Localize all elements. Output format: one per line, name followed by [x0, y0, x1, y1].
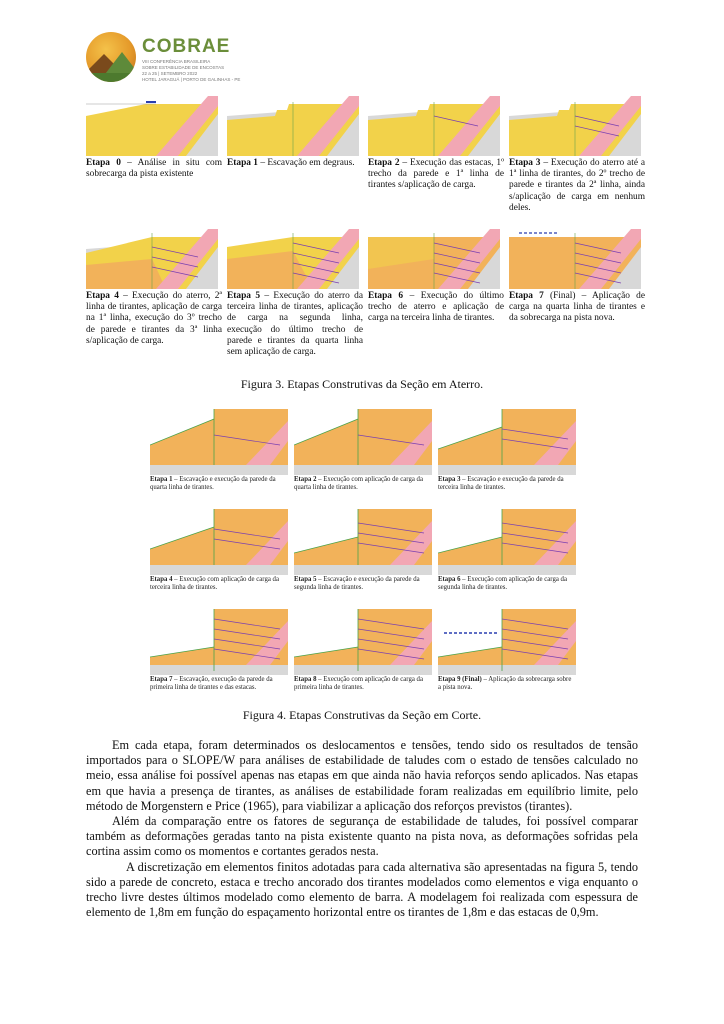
figure-4-caption: Figura 4. Etapas Construtivas da Seção em Corte.: [242, 708, 482, 722]
fig3-diagram: [227, 229, 359, 289]
fig3-caption: Etapa 3 – Execução do aterro até a 1ª linha de tirantes, do 2º trecho de parede e tirantes da 2ª linha, ainda s/aplicação de carga em nenhum deles.: [509, 158, 645, 213]
fig3-caption: Etapa 7 (Final) – Aplicação de carga na quarta linha de tirantes e da sobrecarga na pista nova.: [509, 291, 645, 324]
fig4-diagram: [438, 505, 576, 575]
fig3-panel: [509, 229, 645, 325]
fig3-panel: [368, 96, 504, 192]
logo-line-3: 22 a 25 | SETEMBRO 2022: [142, 71, 198, 76]
logo-title: COBRAE: [142, 36, 231, 57]
cobrae-logo: [86, 32, 256, 84]
figure-4: [150, 405, 576, 705]
fig4-diagram: [150, 505, 288, 575]
fig3-panel: [368, 229, 504, 325]
fig4-caption: Etapa 1 – Escavação e execução da parede da quarta linha de tirantes.: [150, 476, 276, 491]
fig3-caption: Etapa 6 – Execução do último trecho de aterro e aplicação de carga na terceira linha de tirantes.: [368, 291, 504, 324]
fig4-caption: Etapa 6 – Execução com aplicação de carga da segunda linha de tirantes.: [438, 576, 567, 591]
paragraph: Além da comparação entre os fatores de segurança de estabilidade de taludes, foi possível comparar também as deformações geradas tanto na pista existente quanto na pista nova, as deformações sofridas pela cortina assim como os momentos e cortantes gerados nesta.: [86, 814, 638, 859]
fig3-panel: [86, 96, 222, 180]
fig4-caption: Etapa 8 – Execução com aplicação de carga da primeira linha de tirantes.: [294, 676, 423, 691]
fig3-panel: [227, 229, 363, 358]
fig4-diagram: [438, 605, 576, 675]
logo-emblem-icon: [86, 32, 136, 82]
fig4-diagram: [294, 405, 432, 475]
fig4-caption: Etapa 4 – Execução com aplicação de carga da terceira linha de tirantes.: [150, 576, 279, 591]
fig4-panel: [438, 505, 576, 592]
fig4-panel: [294, 505, 432, 592]
fig4-panel: [150, 505, 288, 592]
fig4-diagram: [150, 605, 288, 675]
fig3-caption: Etapa 2 – Execução das estacas, 1º trecho da parede e 1ª linha de tirantes s/aplicação de carga.: [368, 158, 504, 191]
fig3-caption: Etapa 4 – Execução do aterro, 2ª linha de tirantes, aplicação de carga na 1ª linha, execução do 3º trecho de parede e tirantes da 3ª linha s/aplicação de carga.: [86, 291, 222, 346]
fig3-caption: Etapa 0 – Análise in situ com sobrecarga da pista existente: [86, 158, 222, 180]
fig3-diagram: [509, 96, 641, 156]
logo-line-1: VIII CONFERÊNCIA BRASILEIRA: [142, 59, 211, 64]
fig3-caption: Etapa 5 – Execução do aterro da terceira linha de tirantes, aplicação de carga na segunda linha, execução do último trecho de parede e tirantes da quarta linha sem aplicação de carga.: [227, 291, 364, 358]
fig4-caption: Etapa 3 – Escavação e execução da parede da terceira linha de tirantes.: [438, 476, 564, 491]
fig3-diagram: [368, 229, 500, 289]
fig4-diagram: [294, 605, 432, 675]
figure-3-caption: Figura 3. Etapas Construtivas da Seção em Aterro.: [240, 377, 484, 391]
fig4-diagram: [438, 405, 576, 475]
fig3-panel: [509, 96, 645, 214]
fig3-caption: Etapa 1 – Escavação em degraus.: [227, 158, 355, 168]
fig3-diagram: [86, 229, 218, 289]
fig4-panel: [150, 605, 288, 692]
fig3-panel: [227, 96, 363, 169]
fig3-diagram: [227, 96, 359, 156]
fig4-diagram: [294, 505, 432, 575]
fig4-caption: Etapa 7 – Escavação, execução da parede da primeira linha de tirantes e das estacas.: [150, 676, 273, 691]
fig4-caption: Etapa 5 – Escavação e execução da parede da segunda linha de tirantes.: [294, 576, 420, 591]
fig3-diagram: [86, 96, 218, 156]
fig3-panel: [86, 229, 222, 347]
logo-line-2: SOBRE ESTABILIDADE DE ENCOSTAS: [142, 65, 225, 70]
fig4-diagram: [150, 405, 288, 475]
fig4-panel: [438, 605, 576, 692]
fig4-panel: [438, 405, 576, 492]
fig4-panel: [150, 405, 288, 492]
logo-line-4: HOTEL JARAGUÁ | PORTO DE GALINHAS - PE: [142, 77, 241, 82]
fig3-diagram: [368, 96, 500, 156]
paragraph: A discretização em elementos finitos adotadas para cada alternativa são apresentadas na figura 5, tendo sido a parede de concreto, estaca e trecho ancorado dos tirantes modelados como elementos e viga enquanto o trecho livre destes últimos modelado como elemento de barra. A modelagem foi realizada com espessura de elemento de 1,8m em função do espaçamento horizontal entre os tirantes de 1,8m e das estacas de 0,9m.: [86, 859, 638, 920]
paragraph: Em cada etapa, foram determinados os deslocamentos e tensões, tendo sido os resultados de tensão importados para o SLOPE/W para análises de estabilidade de taludes com o estado de tensões calculado no meio, essa análise foi possível apenas nas etapas em que ainda não havia reforços sendo aplicados. Nas etapas em que havia a presença de tirantes, as análises de estabilidade foram realizadas em equilíbrio limite, pelo método de Morgenstern e Price (1965), para viabilizar a aplicação dos reforços previstos (tirantes).: [86, 738, 638, 813]
fig4-caption: Etapa 9 (Final) – Aplicação da sobrecarga sobre a pista nova.: [438, 676, 572, 691]
fig4-panel: [294, 605, 432, 692]
fig4-panel: [294, 405, 432, 492]
fig3-diagram: [509, 229, 641, 289]
fig4-caption: Etapa 2 – Execução com aplicação de carga da quarta linha de tirantes.: [294, 476, 423, 491]
body-text: [86, 738, 638, 920]
